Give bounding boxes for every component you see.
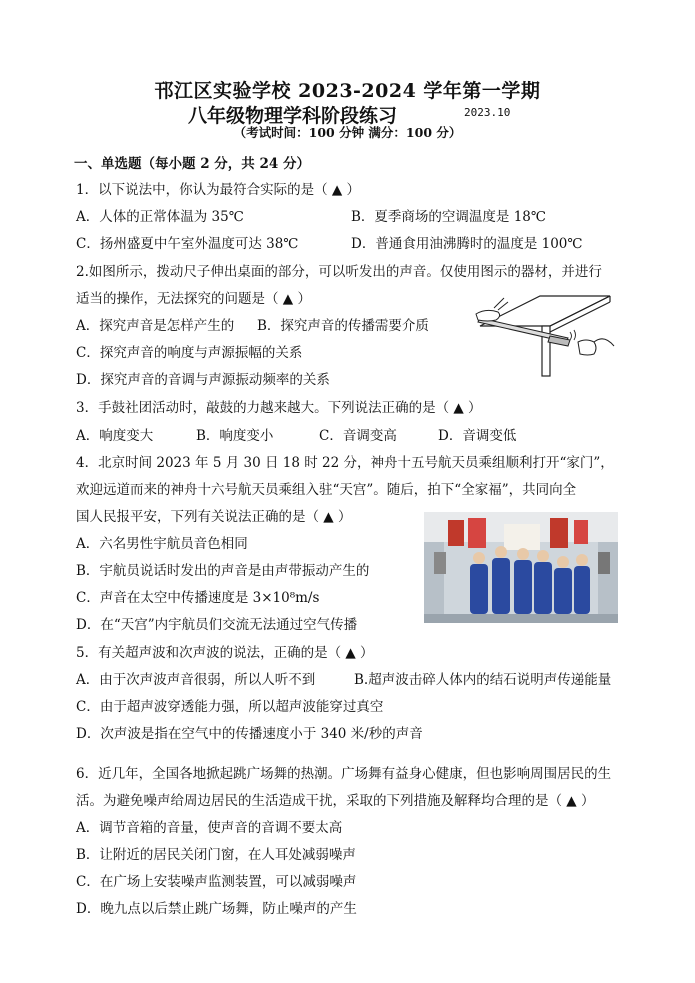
exam-title: 邗江区实验学校 2023-2024 学年第一学期 — [154, 80, 541, 102]
option-c: C．声音在太空中传播速度是 3×10⁸m/s — [76, 590, 320, 606]
question-stem-line: 活。为避免噪声给周边居民的生活造成干扰，采取的下列措施及解释均合理的是（ ▲ ） — [76, 793, 595, 809]
option-d: D．音调变低 — [438, 428, 517, 444]
option-c: C．由于超声波穿透能力强，所以超声波能穿过真空 — [76, 699, 384, 715]
option-a: A．调节音箱的音量，使声音的音调不要太高 — [76, 820, 343, 836]
question-stem-line: 6．近几年，全国各地掀起跳广场舞的热潮。广场舞有益身心健康，但也影响周围居民的生 — [76, 766, 612, 782]
option-d: D．普通食用油沸腾时的温度是 100℃ — [351, 236, 583, 252]
question-stem: 3．手鼓社团活动时，敲鼓的力越来越大。下列说法正确的是（ ▲ ） — [76, 400, 482, 416]
question-stem-line: 适当的操作，无法探究的问题是（ ▲ ） — [76, 291, 311, 307]
option-a: A．探究声音是怎样产生的 — [76, 318, 235, 334]
option-d: D．探究声音的音调与声源振动频率的关系 — [76, 372, 330, 388]
option-b: B．让附近的居民关闭门窗，在人耳处减弱噪声 — [76, 847, 356, 863]
option-a: A．由于次声波声音很弱，所以人听不到 — [76, 672, 316, 688]
option-a: A．人体的正常体温为 35℃ — [76, 209, 244, 225]
option-c: C．在广场上安装噪声监测装置，可以减弱噪声 — [76, 874, 357, 890]
option-b: B．宇航员说话时发出的声音是由声带振动产生的 — [76, 563, 370, 579]
option-b: B．夏季商场的空调温度是 18℃ — [351, 209, 546, 225]
exam-info: （考试时间：100 分钟 满分：100 分） — [233, 125, 462, 140]
option-a: A．响度变大 — [76, 428, 154, 444]
exam-date: 2023.10 — [464, 106, 511, 119]
ruler-on-table-figure — [470, 292, 622, 378]
question-stem-line: 欢迎远道而来的神舟十六号航天员乘组入驻“天宫”。随后，拍下“全家福”，共同向全 — [76, 482, 577, 498]
question-stem-line: 4．北京时间 2023 年 5 月 30 日 18 时 22 分，神舟十五号航天员乘组顺利打开“家门”， — [76, 455, 614, 471]
option-c: C．音调变高 — [319, 428, 397, 444]
option-c: C．扬州盛夏中午室外温度可达 38℃ — [76, 236, 299, 252]
exam-subtitle: 八年级物理学科阶段练习 — [188, 105, 398, 127]
option-b: B．响度变小 — [196, 428, 274, 444]
astronauts-photo — [424, 512, 618, 623]
option-d: D．在“天宫”内宇航员们交流无法通过空气传播 — [76, 617, 358, 633]
question-stem-line: 2.如图所示，拨动尺子伸出桌面的部分，可以听发出的声音。仅使用图示的器材，并进行 — [76, 264, 602, 280]
option-b: B．探究声音的传播需要介质 — [257, 318, 429, 334]
option-d: D．晚九点以后禁止跳广场舞，防止噪声的产生 — [76, 901, 357, 917]
question-stem: 5．有关超声波和次声波的说法，正确的是（ ▲ ） — [76, 645, 374, 661]
option-d: D．次声波是指在空气中的传播速度小于 340 米/秒的声音 — [76, 726, 423, 742]
option-a: A．六名男性宇航员音色相同 — [76, 536, 248, 552]
question-stem-line: 国人民报平安，下列有关说法正确的是（ ▲ ） — [76, 509, 352, 525]
option-c: C．探究声音的响度与声源振幅的关系 — [76, 345, 303, 361]
question-stem: 1．以下说法中，你认为最符合实际的是（ ▲ ） — [76, 182, 361, 198]
section-heading: 一、单选题（每小题 2 分，共 24 分） — [74, 156, 310, 172]
option-b: B.超声波击碎人体内的结石说明声传递能量 — [354, 672, 612, 688]
